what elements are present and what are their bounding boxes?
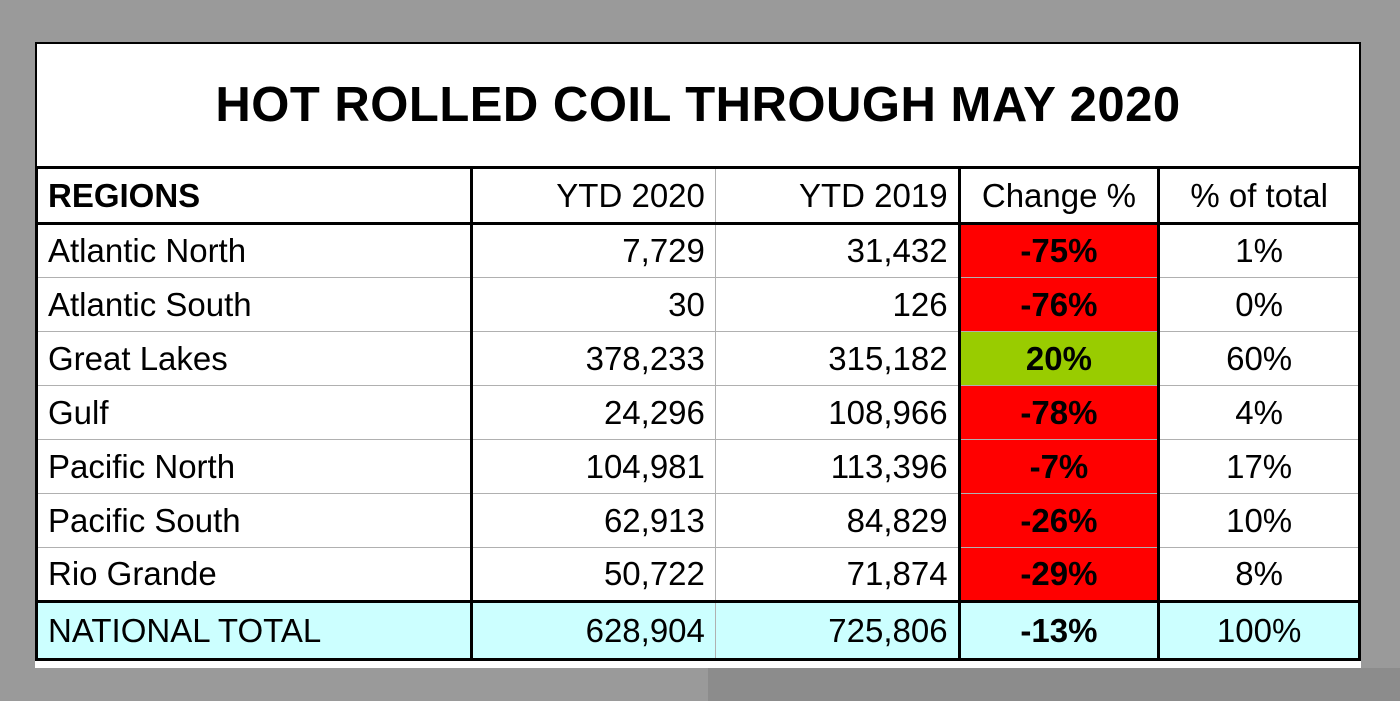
cell-ytd-2019: 84,829 <box>715 494 959 548</box>
cell-change-pct: -26% <box>959 494 1159 548</box>
cell-region: Gulf <box>37 386 472 440</box>
cell-change-pct: -78% <box>959 386 1159 440</box>
cell-change-pct: -7% <box>959 440 1159 494</box>
cell-total-ytd-2019: 725,806 <box>715 602 959 660</box>
table-row <box>37 548 1360 602</box>
cell-ytd-2019: 31,432 <box>715 224 959 278</box>
cell-ytd-2020: 378,233 <box>472 332 716 386</box>
table-row <box>37 494 1360 548</box>
cell-ytd-2019: 108,966 <box>715 386 959 440</box>
cell-ytd-2020: 104,981 <box>472 440 716 494</box>
cell-region: Great Lakes <box>37 332 472 386</box>
table-body <box>37 224 1360 660</box>
cell-region: Pacific North <box>37 440 472 494</box>
table-row <box>37 278 1360 332</box>
report-sheet <box>35 42 1361 668</box>
cell-pct-of-total: 1% <box>1159 224 1360 278</box>
cell-ytd-2020: 62,913 <box>472 494 716 548</box>
cell-total-pct-of-total: 100% <box>1159 602 1360 660</box>
cell-region: Atlantic South <box>37 278 472 332</box>
cell-change-pct: -76% <box>959 278 1159 332</box>
table-header <box>37 168 1360 224</box>
table-header-row <box>37 168 1360 224</box>
cell-pct-of-total: 0% <box>1159 278 1360 332</box>
column-header-pct-of-total: % of total <box>1159 168 1360 224</box>
column-header-ytd-2020: YTD 2020 <box>472 168 716 224</box>
cell-change-pct: -75% <box>959 224 1159 278</box>
table-total-row <box>37 602 1360 660</box>
page-title: HOT ROLLED COIL THROUGH MAY 2020 <box>215 78 1181 132</box>
cell-region: Pacific South <box>37 494 472 548</box>
column-header-change-pct: Change % <box>959 168 1159 224</box>
cell-change-pct: -29% <box>959 548 1159 602</box>
table-row <box>37 440 1360 494</box>
table-row <box>37 332 1360 386</box>
cell-pct-of-total: 8% <box>1159 548 1360 602</box>
cell-ytd-2019: 126 <box>715 278 959 332</box>
regions-table <box>35 166 1361 661</box>
title-bar <box>35 42 1361 166</box>
cell-total-label: NATIONAL TOTAL <box>37 602 472 660</box>
backdrop-band-right <box>708 668 1400 701</box>
cell-total-ytd-2020: 628,904 <box>472 602 716 660</box>
cell-total-change-pct: -13% <box>959 602 1159 660</box>
column-header-ytd-2019: YTD 2019 <box>715 168 959 224</box>
cell-region: Rio Grande <box>37 548 472 602</box>
cell-ytd-2019: 315,182 <box>715 332 959 386</box>
cell-pct-of-total: 4% <box>1159 386 1360 440</box>
cell-change-pct: 20% <box>959 332 1159 386</box>
cell-pct-of-total: 60% <box>1159 332 1360 386</box>
cell-ytd-2020: 50,722 <box>472 548 716 602</box>
cell-ytd-2020: 7,729 <box>472 224 716 278</box>
column-header-regions: REGIONS <box>37 168 472 224</box>
cell-ytd-2020: 30 <box>472 278 716 332</box>
cell-ytd-2020: 24,296 <box>472 386 716 440</box>
cell-region: Atlantic North <box>37 224 472 278</box>
cell-ytd-2019: 113,396 <box>715 440 959 494</box>
cell-pct-of-total: 10% <box>1159 494 1360 548</box>
cell-ytd-2019: 71,874 <box>715 548 959 602</box>
table-row <box>37 224 1360 278</box>
cell-pct-of-total: 17% <box>1159 440 1360 494</box>
backdrop-band-left <box>0 668 708 701</box>
table-row <box>37 386 1360 440</box>
